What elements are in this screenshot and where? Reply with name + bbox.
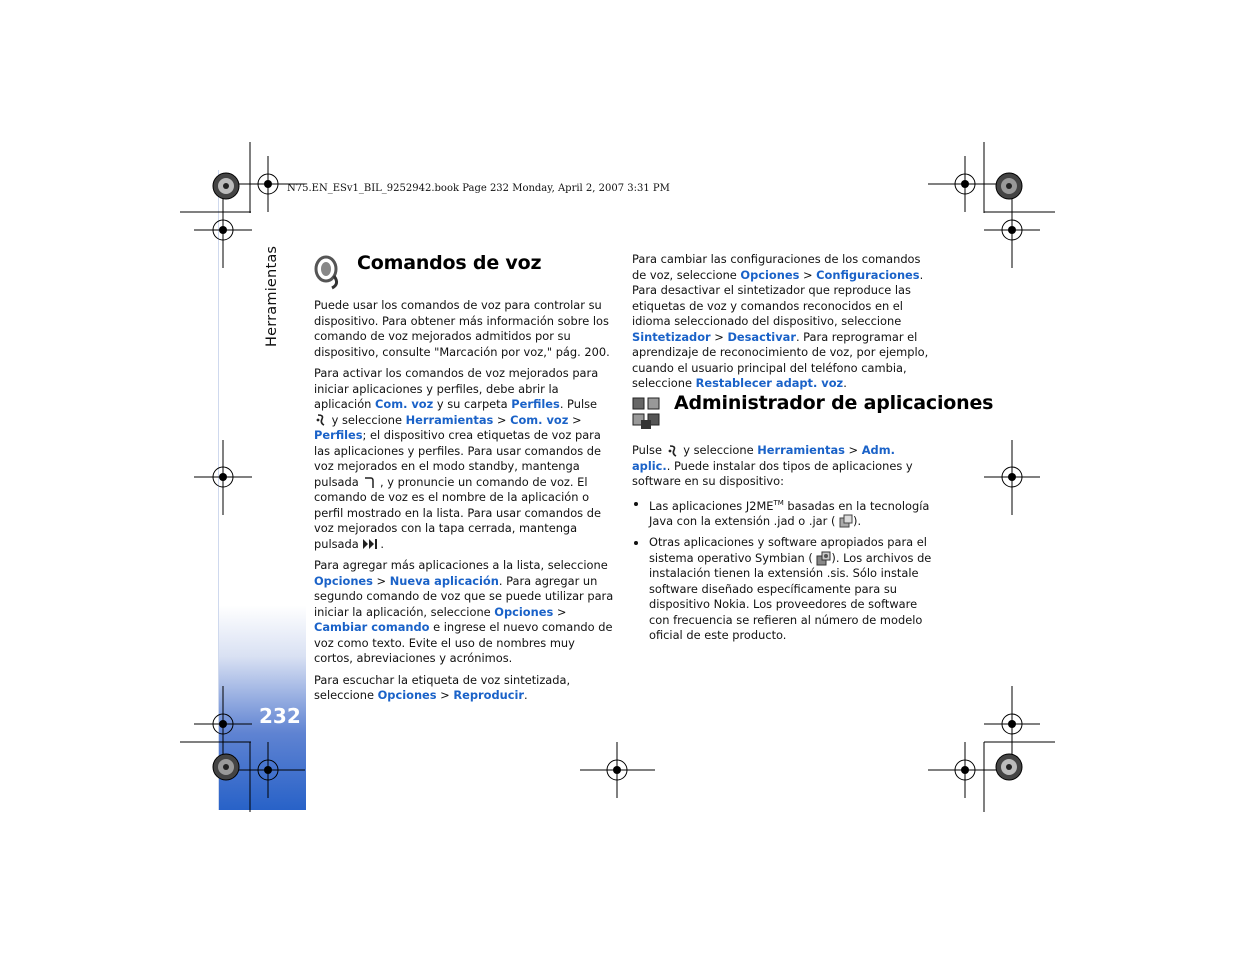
symbian-app-icon bbox=[816, 551, 831, 566]
link-perfiles-2[interactable]: Perfiles bbox=[314, 428, 363, 442]
page-number: 232 bbox=[259, 704, 301, 728]
voice-key-icon bbox=[362, 475, 376, 489]
link-adm-aplic[interactable]: Adm. aplic. bbox=[632, 443, 895, 473]
link-sintetizador[interactable]: Sintetizador bbox=[632, 329, 711, 344]
link-cambiar-comando[interactable]: Cambiar comando bbox=[314, 620, 430, 634]
section-label: Herramientas bbox=[264, 245, 280, 347]
link-opciones-3[interactable]: Opciones bbox=[377, 688, 437, 702]
link-perfiles[interactable]: Perfiles bbox=[511, 397, 560, 411]
link-opciones-4[interactable]: Opciones bbox=[740, 267, 800, 282]
link-com-voz-2[interactable]: Com. voz bbox=[510, 412, 569, 427]
paragraph-intro: Puede usar los comandos de voz para controlar su dispositivo. Para obtener más información sobre los comando de voz mejorados admitidos por su dispositivo, consulte "Marcación por voz," pág. 200. bbox=[314, 298, 610, 359]
paragraph-settings: Para cambiar las configuraciones de los comandos de voz, seleccione Opciones > Configuraciones. Para desactivar el sintetizador que reproduce las etiquetas de voz y comandos reconocidos en el idioma seleccionado del dispositivo, seleccione Sintetizador > Desactivar. Para reprogramar el aprendizaje de reconocimiento de voz, por ejemplo, cuando el usuario principal del teléfono cambia, seleccione Restablecer adapt. voz. bbox=[632, 252, 929, 390]
paragraph-add-apps: Para agregar más aplicaciones a la lista, seleccione Opciones > Nueva aplicación. Para agregar un segundo comando de voz que se puede utilizar para iniciar la aplicación, seleccione Opciones > Cambiar comando e ingrese el nuevo comando de voz como texto. Evite el uso de nombres muy cortos, abreviaciones y acrónimos. bbox=[314, 558, 614, 665]
section-title-voice-commands: Comandos de voz bbox=[357, 252, 542, 274]
menu-key-icon bbox=[314, 413, 328, 427]
forward-key-icon bbox=[362, 538, 380, 550]
menu-key-icon-2 bbox=[666, 444, 680, 458]
link-herramientas-2[interactable]: Herramientas bbox=[757, 443, 845, 457]
link-restablecer[interactable]: Restablecer adapt. voz bbox=[695, 376, 844, 390]
print-header: N75.EN_ESv1_BIL_9252942.book Page 232 Monday, April 2, 2007 3:31 PM bbox=[287, 183, 670, 194]
paragraph-activate: Para activar los comandos de voz mejorados para iniciar aplicaciones y perfiles, debe abrir la aplicación Com. voz y su carpeta Perfiles. Pulse y seleccione Herramientas > Com. voz > Perfiles; el dispositivo crea etiquetas de voz para las aplicaciones y perfiles. Para usar comandos de voz mejorados en el modo standby, mantenga pulsada , y pronuncie un comando de voz. El comando de voz es el nombre de la aplicación o perfil mostrado en la lista. Para usar comandos de voz mejorados con la tapa cerrada, mantenga pulsada . bbox=[314, 366, 602, 551]
voice-commands-icon bbox=[312, 254, 346, 290]
link-opciones-2[interactable]: Opciones bbox=[494, 604, 554, 619]
app-manager-icon bbox=[631, 395, 663, 431]
link-com-voz[interactable]: Com. voz bbox=[375, 397, 434, 411]
app-types-list bbox=[632, 496, 934, 644]
link-desactivar[interactable]: Desactivar bbox=[727, 329, 796, 344]
java-app-icon bbox=[839, 514, 853, 528]
link-configuraciones[interactable]: Configuraciones bbox=[816, 267, 920, 282]
paragraph-listen: Para escuchar la etiqueta de voz sintetizada, seleccione Opciones > Reproducir. bbox=[314, 672, 571, 702]
paragraph-apps-intro: Pulse y seleccione Herramientas > Adm. aplic.. Puede instalar dos tipos de aplicaciones y software en su dispositivo: bbox=[632, 443, 913, 488]
link-herramientas[interactable]: Herramientas bbox=[405, 412, 494, 427]
right-column-apps bbox=[632, 443, 934, 650]
section-title-app-manager: Administrador de aplicaciones bbox=[674, 392, 994, 414]
link-reproducir[interactable]: Reproducir bbox=[453, 688, 524, 702]
link-nueva-aplicacion[interactable]: Nueva aplicación bbox=[389, 573, 499, 588]
list-item: Las aplicaciones J2ME™ basadas en la tecnología Java con la extensión .jad o .jar ( ). bbox=[632, 496, 934, 530]
left-column bbox=[314, 298, 614, 710]
list-item: Otras aplicaciones y software apropiados para el sistema operativo Symbian ( ). Los archivos de instalación tienen la extensión .sis. Sólo instale software diseñado específicamente para su dispositivo Nokia. Los proveedores de software con frecuencia se refieren al número de modelo oficial de este producto. bbox=[632, 535, 934, 644]
right-column-intro bbox=[632, 252, 934, 398]
link-opciones[interactable]: Opciones bbox=[314, 573, 373, 588]
